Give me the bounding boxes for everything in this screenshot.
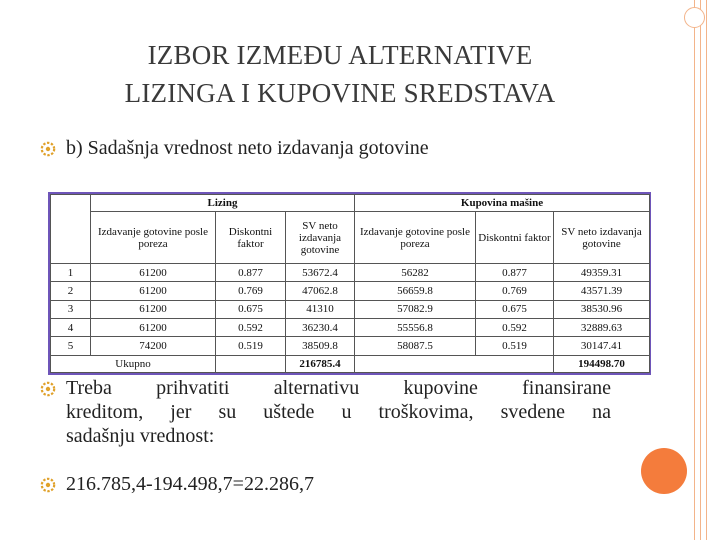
paragraph-word: uštede bbox=[263, 401, 315, 423]
purchase-pv-cell: 32889.63 bbox=[554, 319, 650, 337]
col-header-cash-outflow: Izdavanje gotovine posle poreza bbox=[91, 212, 216, 264]
purchase-discount-cell: 0.519 bbox=[476, 337, 554, 355]
conclusion-paragraph bbox=[66, 376, 611, 448]
purchase-outflow-cell: 58087.5 bbox=[355, 337, 476, 355]
leasing-pv-cell: 36230.4 bbox=[286, 319, 355, 337]
decorative-line bbox=[706, 0, 707, 540]
col-header-discount-factor: Diskontni faktor bbox=[216, 212, 286, 264]
gear-bullet-icon bbox=[40, 141, 56, 157]
empty-cell bbox=[216, 355, 286, 372]
year-cell: 4 bbox=[51, 319, 91, 337]
paragraph-word: su bbox=[218, 401, 237, 423]
leasing-pv-cell: 38509.8 bbox=[286, 337, 355, 355]
leasing-pv-cell: 53672.4 bbox=[286, 263, 355, 281]
comparison-table bbox=[48, 192, 651, 375]
paragraph-word: troškovima, bbox=[378, 401, 474, 423]
decorative-line bbox=[694, 0, 695, 540]
purchase-pv-cell: 49359.31 bbox=[554, 263, 650, 281]
leasing-discount-cell: 0.769 bbox=[216, 282, 286, 300]
purchase-outflow-cell: 56282 bbox=[355, 263, 476, 281]
group-header-leasing: Lizing bbox=[91, 195, 355, 212]
leasing-discount-cell: 0.592 bbox=[216, 319, 286, 337]
table-row bbox=[51, 282, 650, 300]
purchase-outflow-cell: 57082.9 bbox=[355, 300, 476, 318]
paragraph-line bbox=[66, 376, 611, 400]
total-label: Ukupno bbox=[51, 355, 216, 372]
title-line-2: LIZINGA I KUPOVINE SREDSTAVA bbox=[124, 78, 556, 108]
gear-bullet-icon bbox=[40, 477, 56, 493]
empty-cell bbox=[355, 355, 554, 372]
purchase-pv-cell: 43571.39 bbox=[554, 282, 650, 300]
col-header-pv: SV neto izdavanja gotovine bbox=[286, 212, 355, 264]
year-header-cell bbox=[51, 195, 91, 264]
table-row bbox=[51, 337, 650, 355]
leasing-discount-cell: 0.519 bbox=[216, 337, 286, 355]
calculation-text: 216.785,4-194.498,7=22.286,7 bbox=[66, 473, 314, 495]
paragraph-word: Treba bbox=[66, 377, 112, 399]
slide-title bbox=[40, 36, 640, 112]
purchase-outflow-cell: 55556.8 bbox=[355, 319, 476, 337]
leasing-pv-cell: 47062.8 bbox=[286, 282, 355, 300]
title-line-1: IZBOR IZMEĐU ALTERNATIVE bbox=[147, 40, 533, 70]
leasing-outflow-cell: 61200 bbox=[91, 300, 216, 318]
col-header-cash-outflow-2: Izdavanje gotovine posle poreza bbox=[355, 212, 476, 264]
purchase-discount-cell: 0.675 bbox=[476, 300, 554, 318]
paragraph-word: na bbox=[592, 401, 611, 423]
paragraph-line: sadašnju vrednost: bbox=[66, 425, 215, 447]
paragraph-word: prihvatiti bbox=[156, 377, 230, 399]
total-row bbox=[51, 355, 650, 372]
gear-bullet-icon bbox=[40, 381, 56, 397]
year-cell: 5 bbox=[51, 337, 91, 355]
leasing-outflow-cell: 61200 bbox=[91, 319, 216, 337]
paragraph-line bbox=[66, 400, 611, 424]
decorative-line bbox=[700, 0, 701, 540]
total-leasing: 216785.4 bbox=[286, 355, 355, 372]
purchase-discount-cell: 0.769 bbox=[476, 282, 554, 300]
table-row bbox=[51, 319, 650, 337]
decorative-circle-large bbox=[641, 448, 687, 494]
leasing-outflow-cell: 61200 bbox=[91, 263, 216, 281]
year-cell: 2 bbox=[51, 282, 91, 300]
year-cell: 3 bbox=[51, 300, 91, 318]
paragraph-word: kupovine bbox=[403, 377, 478, 399]
paragraph-word: svedene bbox=[500, 401, 565, 423]
total-purchase: 194498.70 bbox=[554, 355, 650, 372]
group-header-purchase: Kupovina mašine bbox=[355, 195, 650, 212]
table-row bbox=[51, 300, 650, 318]
paragraph-word: u bbox=[341, 401, 352, 423]
leasing-pv-cell: 41310 bbox=[286, 300, 355, 318]
paragraph-word: kreditom, bbox=[66, 401, 144, 423]
leasing-discount-cell: 0.877 bbox=[216, 263, 286, 281]
table-row bbox=[51, 263, 650, 281]
purchase-discount-cell: 0.592 bbox=[476, 319, 554, 337]
paragraph-word: alternativu bbox=[273, 377, 360, 399]
decorative-circle-small bbox=[684, 7, 705, 28]
purchase-pv-cell: 30147.41 bbox=[554, 337, 650, 355]
purchase-pv-cell: 38530.96 bbox=[554, 300, 650, 318]
leasing-discount-cell: 0.675 bbox=[216, 300, 286, 318]
purchase-outflow-cell: 56659.8 bbox=[355, 282, 476, 300]
col-header-discount-factor-2: Diskontni faktor bbox=[476, 212, 554, 264]
bullet-text: b) Sadašnja vrednost neto izdavanja gotovine bbox=[66, 137, 429, 159]
leasing-outflow-cell: 61200 bbox=[91, 282, 216, 300]
paragraph-word: jer bbox=[170, 401, 192, 423]
paragraph-word: finansirane bbox=[522, 377, 611, 399]
leasing-outflow-cell: 74200 bbox=[91, 337, 216, 355]
year-cell: 1 bbox=[51, 263, 91, 281]
col-header-pv-2: SV neto izdavanja gotovine bbox=[554, 212, 650, 264]
purchase-discount-cell: 0.877 bbox=[476, 263, 554, 281]
